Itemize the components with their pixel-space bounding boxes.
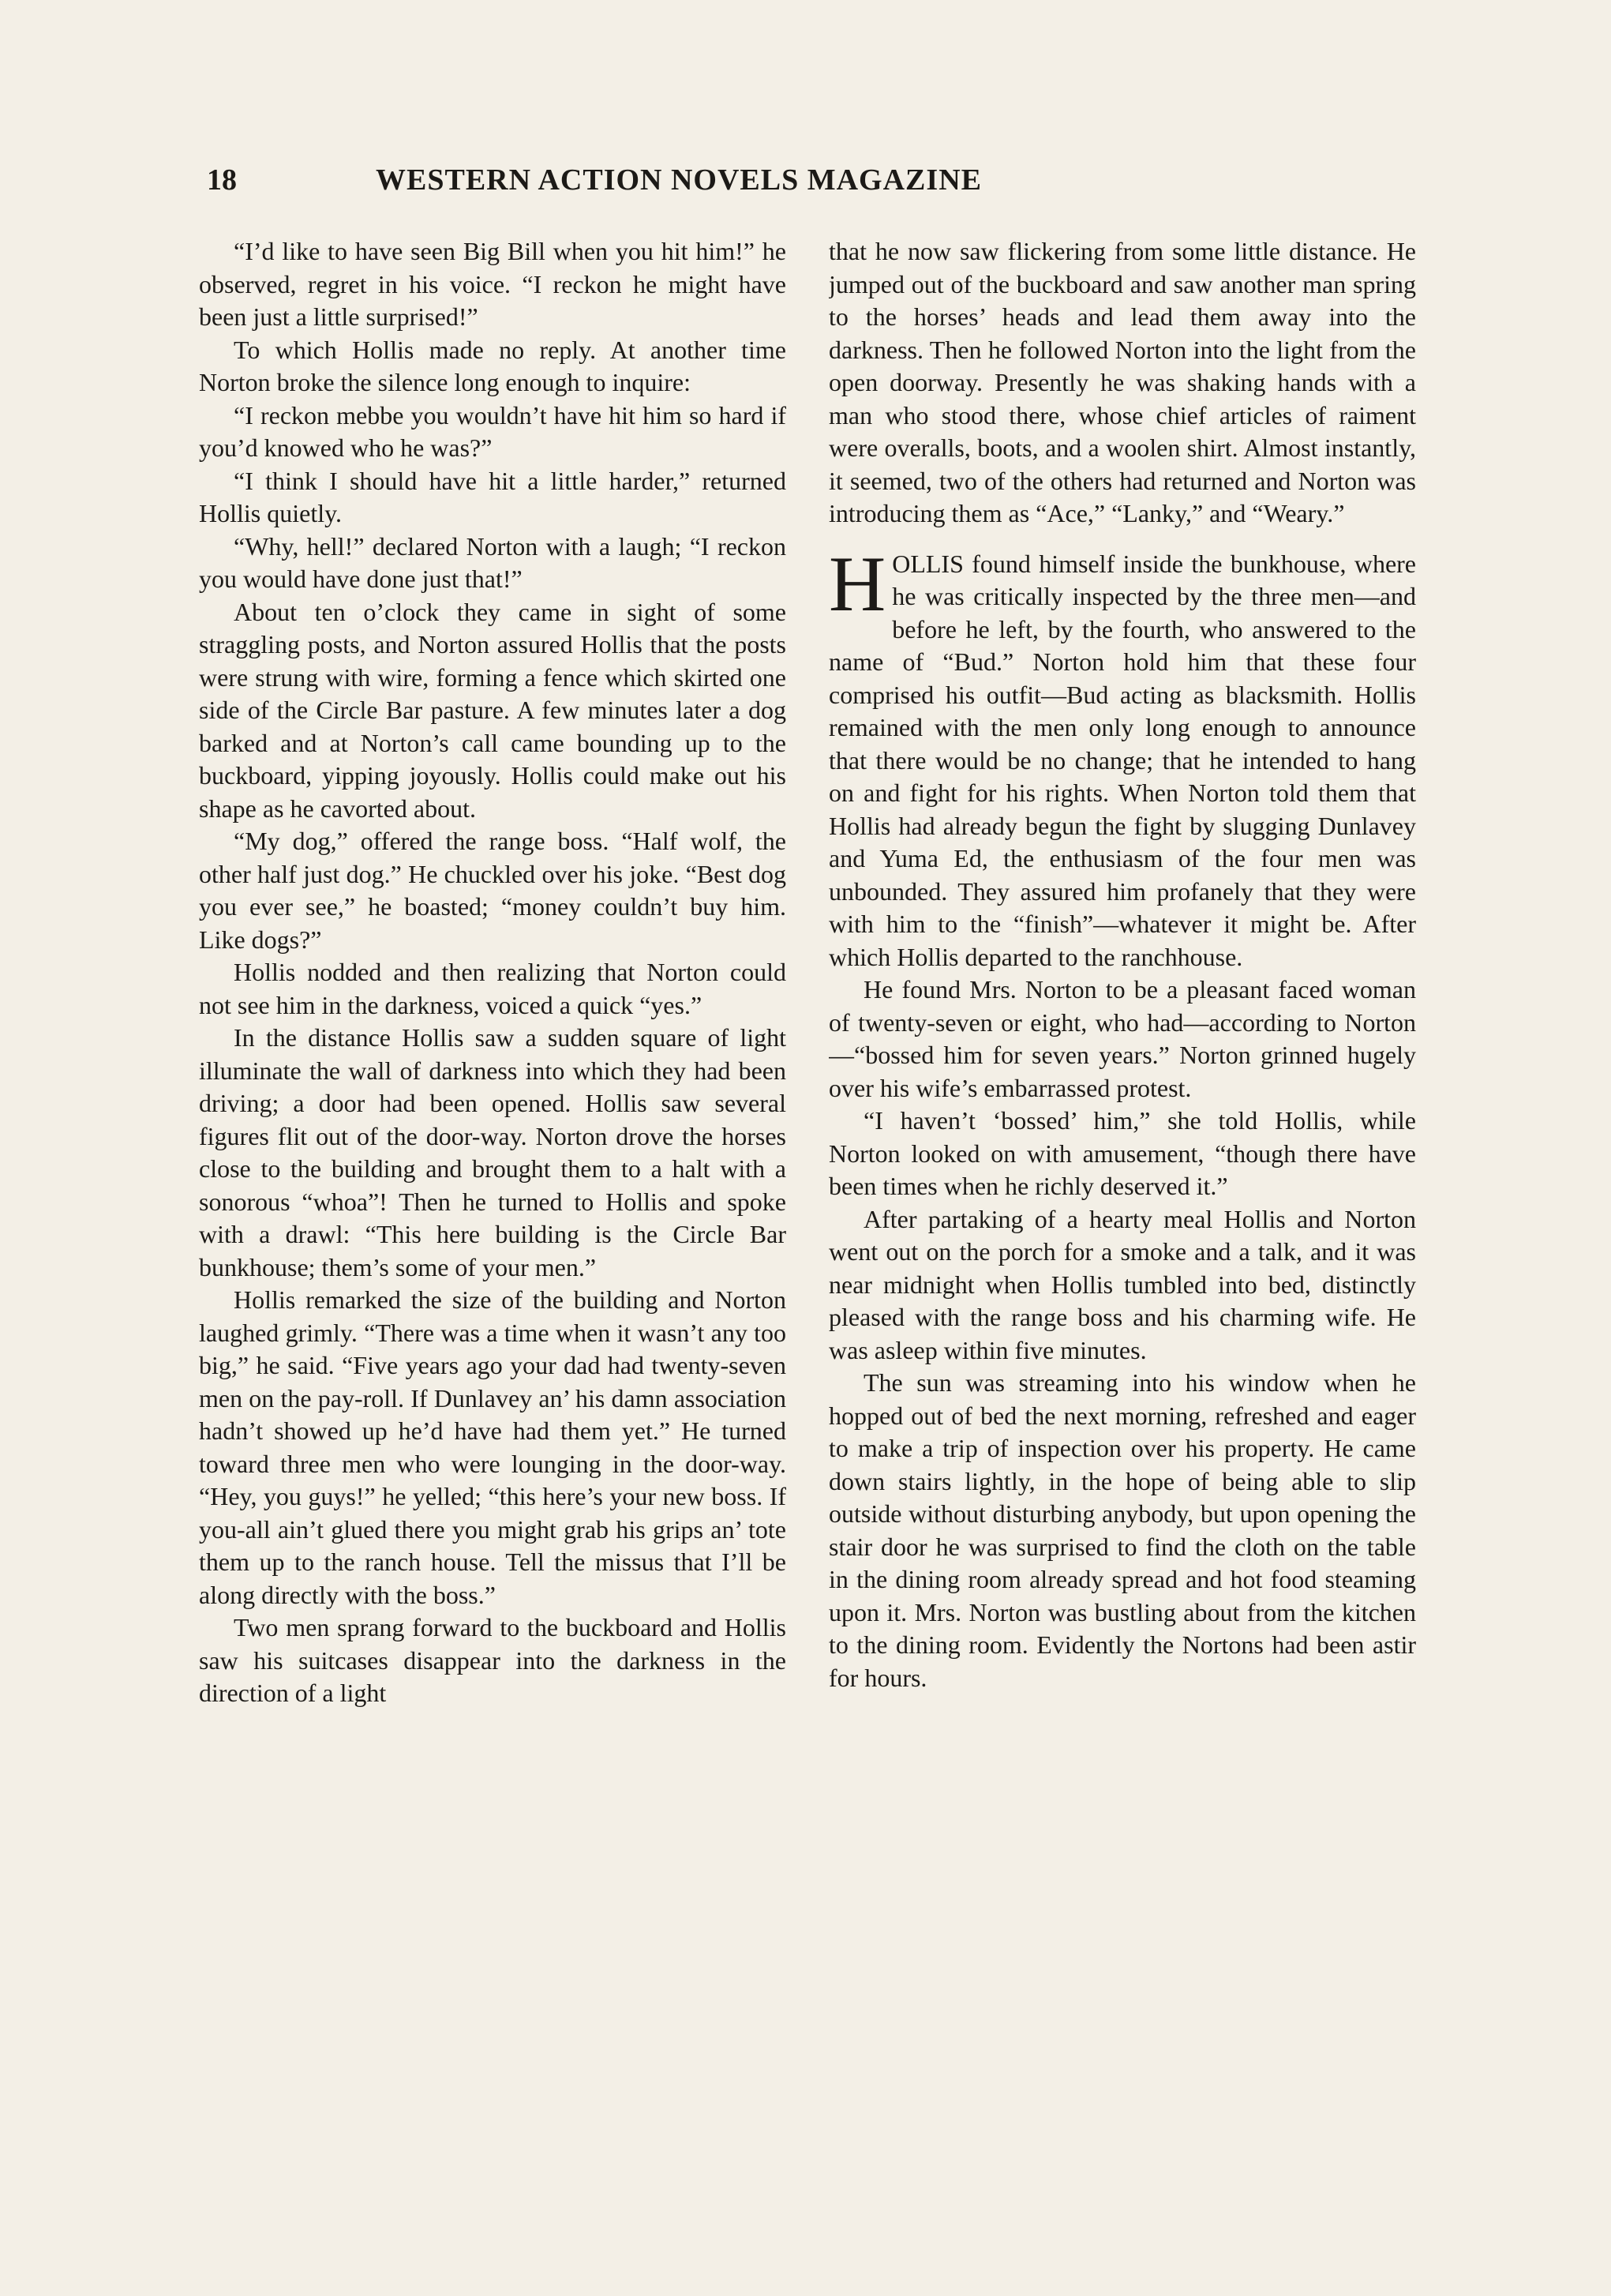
paragraph: Hollis remarked the size of the building and Norton laughed grimly. “There was a time when it wasn’t any too big,” he said. “Five years ago your dad had twenty-seven men on the pay-roll. If Dunlavey an’ his damn association hadn’t showed up he’d have had them yet.” He turned toward three men who were lounging in the door-way. “Hey, you guys!” he yelled; “this here’s your new boss. If you-all ain’t glued there you might grab his grips an’ tote them up to the ranch house. Tell the missus that I’ll be along directly with the boss.”: [199, 1285, 786, 1609]
page-header: [199, 163, 1159, 210]
paragraph: Two men sprang forward to the buckboard and Hollis saw his suitcases disappear into the darkness in the direction of a light: [199, 1613, 786, 1707]
paragraph: After partaking of a hearty meal Hollis and Norton went out on the porch for a smoke and a talk, and it was near midnight when Hollis tumbled into bed, distinctly pleased with the range boss and his charming wife. He was asleep within five minutes.: [829, 1204, 1416, 1364]
paragraph: About ten o’clock they came in sight of some straggling posts, and Norton assured Hollis that the posts were strung with wire, forming a fence which skirted one side of the Circle Bar pasture. A few minutes later a dog barked and at Norton’s call came bounding up to the buckboard, yipping joyously. Hollis could make out his shape as he cavorted about.: [199, 597, 786, 823]
right-column: [829, 235, 1416, 2146]
paragraph-continuation: that he now saw flickering from some little distance. He jumped out of the buckboard and saw another man spring to the horses’ heads and lead them away into the darkness. Then he followed Norton into the light from the open doorway. Presently he was shaking hands with a man who stood there, whose chief articles of raiment were overalls, boots, and a woolen shirt. Almost instantly, it seemed, two of the others had returned and Norton was introducing them as “Ace,” “Lanky,” and “Weary.”: [829, 237, 1416, 527]
drop-cap-paragraph-text: OLLIS found himself inside the bunkhouse, where he was critically inspected by the three men—and before he left, by the fourth, who answered to the name of “Bud.” Norton hold him that these four comprised his outfit—Bud acting as blacksmith. Hollis remained with the men only long enough to announce that there would be no change; that he intended to hang on and fight for his rights. When Norton told them that Hollis had already begun the fight by slugging Dunlavey and Yuma Ed, the enthusiasm of the four men was unbounded. They assured him profanely that they were with him to the “finish”—whatever it might be. After which Hollis departed to the ranchhouse.: [829, 549, 1416, 971]
page-number: 18: [207, 163, 237, 197]
paragraph: “I reckon mebbe you wouldn’t have hit him so hard if you’d knowed who he was?”: [199, 400, 786, 462]
paragraph: To which Hollis made no reply. At another time Norton broke the silence long enough to inquire:: [199, 335, 786, 396]
running-title: WESTERN ACTION NOVELS MAGAZINE: [376, 163, 982, 197]
drop-cap: H: [829, 539, 886, 628]
paragraph: He found Mrs. Norton to be a pleasant faced woman of twenty-seven or eight, who had—according to Norton—“bossed him for seven years.” Norton grinned hugely over his wife’s embarrassed protest.: [829, 975, 1416, 1102]
paragraph: Hollis nodded and then realizing that Norton could not see him in the darkness, voiced a quick “yes.”: [199, 958, 786, 1019]
section-opening-paragraph: [829, 539, 1416, 974]
paragraph: “My dog,” offered the range boss. “Half wolf, the other half just dog.” He chuckled over his joke. “Best dog you ever see,” he boasted; “money couldn’t buy him. Like dogs?”: [199, 827, 786, 954]
paragraph: “I haven’t ‘bossed’ him,” she told Hollis, while Norton looked on with amusement, “though there have been times when he richly deserved it.”: [829, 1106, 1416, 1200]
paragraph: In the distance Hollis saw a sudden square of light illuminate the wall of darkness into which they had been driving; a door had been opened. Hollis saw several figures flit out of the door-way. Norton drove the horses close to the building and brought them to a halt with a sonorous “whoa”! Then he turned to Hollis and spoke with a drawl: “This here building is the Circle Bar bunkhouse; them’s some of your men.”: [199, 1023, 786, 1281]
paragraph: “I’d like to have seen Big Bill when you hit him!” he observed, regret in his voice. “I reckon he might have been just a little surprised!”: [199, 237, 786, 331]
paragraph: The sun was streaming into his window when he hopped out of bed the next morning, refreshed and eager to make a trip of inspection over his property. He came down stairs lightly, in the hope of being able to slip outside without disturbing anybody, but upon opening the stair door he was surprised to find the cloth on the table in the dining room already spread and hot food steaming upon it. Mrs. Norton was bustling about from the kitchen to the dining room. Evidently the Nortons had been astir for hours.: [829, 1368, 1416, 1692]
section-break: [829, 531, 1416, 548]
paragraph: “I think I should have hit a little harder,” returned Hollis quietly.: [199, 466, 786, 527]
left-column: [199, 235, 786, 2146]
paragraph: “Why, hell!” declared Norton with a laugh; “I reckon you would have done just that!”: [199, 531, 786, 593]
